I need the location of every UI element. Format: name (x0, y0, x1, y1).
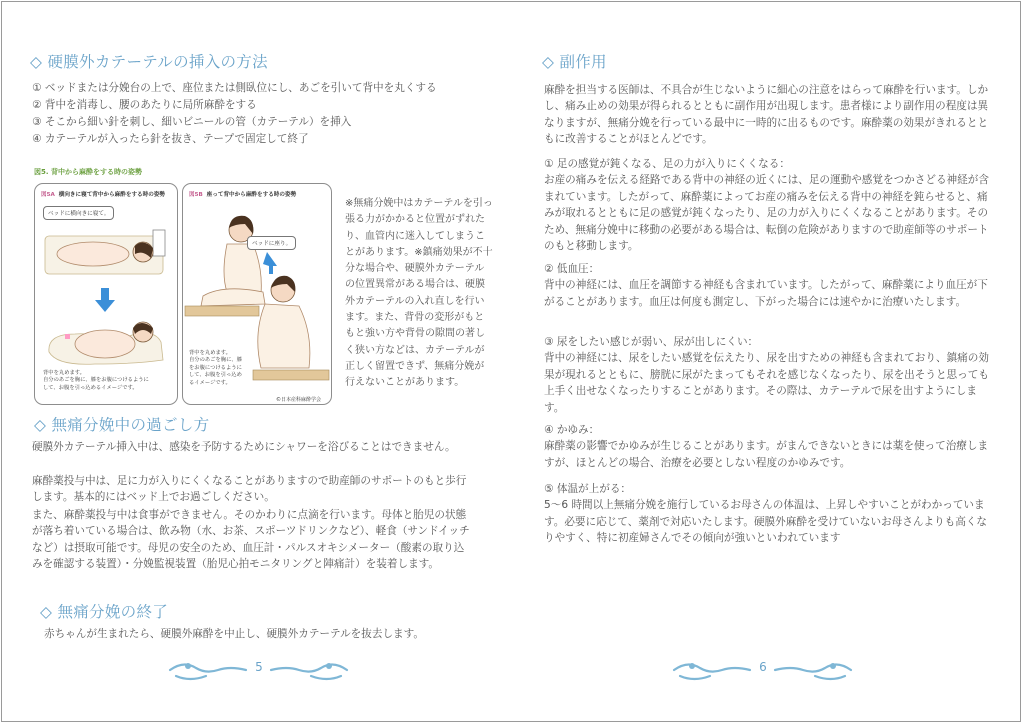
figure-copyright: ©日本産科麻酔学会 (276, 397, 322, 403)
panel-b-title: 図5B 座って背中から麻酔をする時の姿勢 (189, 192, 297, 198)
side-effect-3 (544, 334, 990, 416)
side-effect-1 (544, 156, 990, 254)
page-number-5: 5 (255, 660, 263, 674)
heading-labor-end: ◇ 無痛分娩の終了 (40, 603, 169, 621)
side-effect-1-body: お産の痛みを伝える経路である背中の神経の近くには、足の運動や感覚をつかさどる神経が含まれています。したがって、麻酔薬によってお産の痛みを伝える背中の神経を鈍らせると、痛みが取れるとともに足の感覚が鈍くなったり、足の力が入りにくくなることがあります。そのため、無痛分娩中に移動の必要がある場合は、転倒の危険がありますので助産師等のサポートのもと移動します。 (544, 174, 989, 253)
panel-b-caption: 背中を丸めます。 自分のあごを胸に、膝 をお腹につけるように して、お腹を引っ込め るイメージです。 (189, 350, 242, 386)
page-number-6: 6 (759, 660, 767, 674)
side-effect-1-title: ① 足の感覚が鈍くなる、足の力が入りにくくなる： (544, 158, 790, 170)
step-3: ③ そこから細い針を刺し、細いビニールの管（カテーテル）を挿入 (32, 116, 352, 128)
during-labor-para-1: 硬膜外カテーテル挿入中は、感染を予防するためにシャワーを浴びることはできません。 (32, 441, 456, 453)
figure-panel-b (182, 183, 332, 405)
panel-b-callout: ベッドに座り。 (247, 236, 296, 250)
heading-side-effects: ◇ 副作用 (542, 53, 607, 71)
side-effect-2 (544, 261, 990, 310)
step-1: ① ベッドまたは分娩台の上で、座位または側臥位にし、あごを引いて背中を丸くする (32, 82, 437, 94)
panel-a-title: 図5A 横向きに寝て背中から麻酔をする時の姿勢 (41, 192, 166, 198)
side-effect-4-title: ④ かゆみ： (544, 424, 600, 436)
during-labor-para-3: また、麻酔薬投与中は食事ができません。そのかわりに点滴を行います。母体と胎児の状態が落ち着いている場合は、飲み物（水、お茶、スポーツドリンクなど）、軽食（サンドイッチなど）は摂取可能です。母児の安全のため、血圧計・パルスオキシメーター（酸素の取り込みを確認する装置）・分娩監視装置（胎児心拍モニタリングと陣痛計）を装着します。 (32, 509, 470, 571)
figure-title: 図5. 背中から麻酔をする時の姿勢 (34, 168, 142, 176)
side-effect-4-body: 麻酔薬の影響でかゆみが生じることがあります。がまんできないときには薬を使って治療しますが、ほとんどの場合、治療を必要としない程度のかゆみです。 (544, 440, 989, 469)
side-effect-5 (544, 481, 990, 547)
side-effect-5-body: 5～6 時間以上無痛分娩を施行しているお母さんの体温は、上昇しやすいことがわかっています。必要に応じて、薬剤で対応いたします。硬膜外麻酔を受けていないお母さんよりも高くなりやすく、特に初産婦さんでその傾向が強いといわれています (544, 499, 988, 545)
step-4: ④ カテーテルが入ったら針を抜き、テープで固定して終了 (32, 133, 309, 145)
side-effect-3-body: 背中の神経には、尿をしたい感覚を伝えたり、尿を出すための神経も含まれており、鎮痛の効果が現れるとともに、膀胱に尿がたまってもそれを感じなくなったり、尿を出そうと思っても上手く出せなくなったりすることがあります。その際は、カテーテルで尿を出すようにします。 (544, 352, 989, 414)
heading-catheter-method: ◇ 硬膜外カテーテルの挿入の方法 (30, 53, 268, 71)
heading-during-labor: ◇ 無痛分娩中の過ごし方 (34, 416, 210, 434)
side-effects-intro: 麻酔を担当する医師は、不具合が生じないように細心の注意をはらって麻酔を行います。しかし、痛み止めの効果が得られるとともに副作用が出現します。患者様により副作用の程度は異なりますが、無痛分娩を行っている最中に一時的に出るものです。麻酔薬の効果がきれるとともに改善することがほとんどです。 (544, 84, 989, 146)
step-2: ② 背中を消毒し、腰のあたりに局所麻酔をする (32, 99, 257, 111)
catheter-note: ※無痛分娩中はカテーテルを引っ張る力がかかると位置がずれたり、血管内に迷入してしまうことがあります。※鎮痛効果が不十分な場合や、硬膜外カテーテルの位置異常がある場合は、硬膜外カテーテルの入れ直しを行います。また、背骨の変形がもともと強い方や背骨の隙間の著しく狭い方などは、カテーテルが正しく留置できず、無痛分娩が行えないことがあります。 (345, 198, 493, 389)
during-labor-para-2: 麻酔薬投与中は、足に力が入りにくくなることがありますので助産師のサポートのもと歩行します。基本的にはベッド上でお過ごしください。 (32, 475, 467, 504)
panel-a-caption: 背中を丸めます。 自分のあごを胸に、膝をお腹につけるように して、お腹を引っ込めるイメージです。 (43, 370, 149, 391)
side-effect-2-body: 背中の神経には、血圧を調節する神経も含まれています。したがって、麻酔薬により血圧が下がることがあります。血圧は何度も測定し、下がった場合には速やかに治療いたします。 (544, 279, 988, 308)
figure-panel-a (34, 183, 178, 405)
side-effect-2-title: ② 低血圧： (544, 263, 600, 275)
side-effect-4 (544, 422, 990, 471)
panel-a-callout: ベッドに横向きに寝て。 (43, 206, 114, 220)
labor-end-text: 赤ちゃんが生まれたら、硬膜外麻酔を中止し、硬膜外カテーテルを抜去します。 (44, 628, 424, 640)
right-page (512, 0, 1024, 725)
side-effect-3-title: ③ 尿をしたい感じが弱い、尿が出しにくい： (544, 336, 759, 348)
side-effect-5-title: ⑤ 体温が上がる： (544, 483, 632, 495)
